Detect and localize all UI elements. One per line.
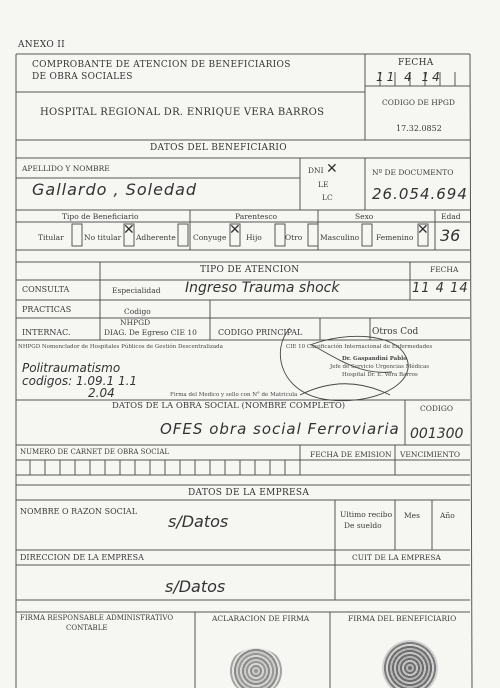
internac-label: INTERNAC. (22, 328, 71, 337)
sexo-label: Sexo (355, 212, 374, 221)
parentesco-label: Parentesco (235, 212, 278, 221)
consulta-label: CONSULTA (22, 285, 70, 294)
conyuge-label: Conyuge (193, 233, 227, 242)
femenino-label: Femenino (376, 233, 414, 242)
otros-cod-label: Otros Cod (372, 327, 419, 337)
diagnosis-line1: Politraumatismo (22, 361, 121, 375)
codigo-principal-label: CODIGO PRINCIPAL (218, 328, 303, 337)
stamp-line3: Hospital Dr. E. Vera Barros (342, 372, 418, 378)
ultimo-recibo-line1: Ultimo recibo (340, 510, 393, 519)
documento-value: 26.054.694 (372, 185, 468, 203)
fingerprint-right (382, 640, 438, 688)
diagnosis-line3: 2.04 (88, 386, 115, 400)
otro-label: Otro (285, 233, 303, 242)
stamp-line2: Jefe de Servicio Urgencias Médicas (330, 364, 430, 370)
nhpgd-label: NHPGD (120, 318, 151, 327)
apellido-value: Gallardo , Soledad (32, 180, 198, 199)
femenino-check-mark: ✕ (417, 222, 429, 238)
aclaracion-label: ACLARACION DE FIRMA (212, 614, 310, 623)
firma-responsable-line2: CONTABLE (66, 624, 108, 632)
tipo-beneficiario-label: Tipo de Beneficiario (62, 212, 139, 221)
titular-label: Titular (38, 233, 64, 242)
carnet-label: NUMERO DE CARNET DE OBRA SOCIAL (20, 448, 170, 456)
codigo-hpgd-label: CODIGO DE HPGD (382, 98, 455, 107)
cuit-label: CUIT DE LA EMPRESA (352, 553, 441, 562)
obra-social-codigo-value: 001300 (410, 426, 464, 442)
emision-label: FECHA DE EMISION (310, 450, 392, 459)
atencion-fecha-value: 11 4 14 (412, 281, 469, 296)
fecha-label: FECHA (398, 58, 434, 68)
dni-label: DNI (308, 166, 324, 175)
form-title-line2: DE OBRA SOCIALES (32, 72, 133, 82)
empresa-nombre-value: s/Datos (168, 512, 229, 531)
masculino-label: Masculino (320, 233, 360, 242)
especialidad-value: Ingreso Trauma shock (185, 280, 340, 296)
annex-label: ANEXO II (18, 40, 65, 50)
stamp-line1: Dr. Gaspandini Pablo (342, 356, 407, 362)
direccion-label: DIRECCION DE LA EMPRESA (20, 553, 144, 562)
atencion-fecha-label: FECHA (430, 265, 459, 274)
section-empresa: DATOS DE LA EMPRESA (188, 488, 310, 498)
obra-social-nombre-value: OFES obra social Ferroviaria (160, 420, 400, 438)
le-label: LE (318, 180, 329, 189)
mes-label: Mes (404, 511, 420, 520)
section-beneficiario: DATOS DEL BENEFICIARIO (150, 143, 287, 153)
section-tipo-atencion: TIPO DE ATENCION (200, 265, 300, 275)
edad-value: 36 (440, 226, 461, 245)
lc-label: LC (322, 193, 333, 202)
edad-label: Edad (441, 212, 461, 221)
anio-label: Año (440, 511, 455, 520)
adherente-label: Adherente (136, 233, 176, 242)
diagnosis-line2: codigos: 1.09.1 1.1 (22, 374, 138, 388)
no-titular-check-mark: ✕ (123, 222, 135, 238)
vencimiento-label: VENCIMIENTO (400, 450, 460, 459)
cie10-footnote: CIE 10 Clasificación Internacional de Enfermedades (286, 344, 433, 350)
apellido-label: APELLIDO Y NOMBRE (22, 164, 110, 173)
codigo-hpgd-value: 17.32.0852 (396, 124, 442, 133)
especialidad-label: Especialidad (112, 286, 161, 295)
dni-check-mark: ✕ (326, 161, 338, 177)
fingerprint-left (228, 648, 284, 688)
nhpgd-footnote: NHPGD Nomenclador de Hospitales Públicos de Gestión Descentralizada (18, 344, 223, 350)
firma-responsable-line1: FIRMA RESPONSABLE ADMINISTRATIVO (20, 614, 174, 622)
documento-label: Nº DE DOCUMENTO (372, 168, 454, 177)
hijo-label: Hijo (246, 233, 262, 242)
conyuge-check-mark: ✕ (229, 222, 241, 238)
practicas-label: PRACTICAS (22, 305, 72, 314)
direccion-value: s/Datos (165, 577, 226, 596)
fecha-value: 11 4 14 (376, 70, 443, 84)
ultimo-recibo-line2: De sueldo (344, 521, 382, 530)
no-titular-label: No titular (84, 233, 122, 242)
firma-beneficiario-label: FIRMA DEL BENEFICIARIO (348, 614, 457, 623)
codigo-label: Codigo (124, 307, 151, 316)
obra-social-label: DATOS DE LA OBRA SOCIAL (NOMBRE COMPLETO) (112, 401, 346, 411)
firma-medico-label: Firma del Medico y sello con N° de Matricula (170, 392, 298, 398)
form-title-line1: COMPROBANTE DE ATENCION DE BENEFICIARIOS (32, 60, 291, 70)
hospital-name: HOSPITAL REGIONAL DR. ENRIQUE VERA BARROS (40, 107, 325, 118)
obra-social-codigo-label: CODIGO (420, 404, 454, 413)
diag-egreso-label: DIAG. De Egreso CIE 10 (104, 328, 197, 337)
empresa-nombre-label: NOMBRE O RAZON SOCIAL (20, 507, 138, 516)
